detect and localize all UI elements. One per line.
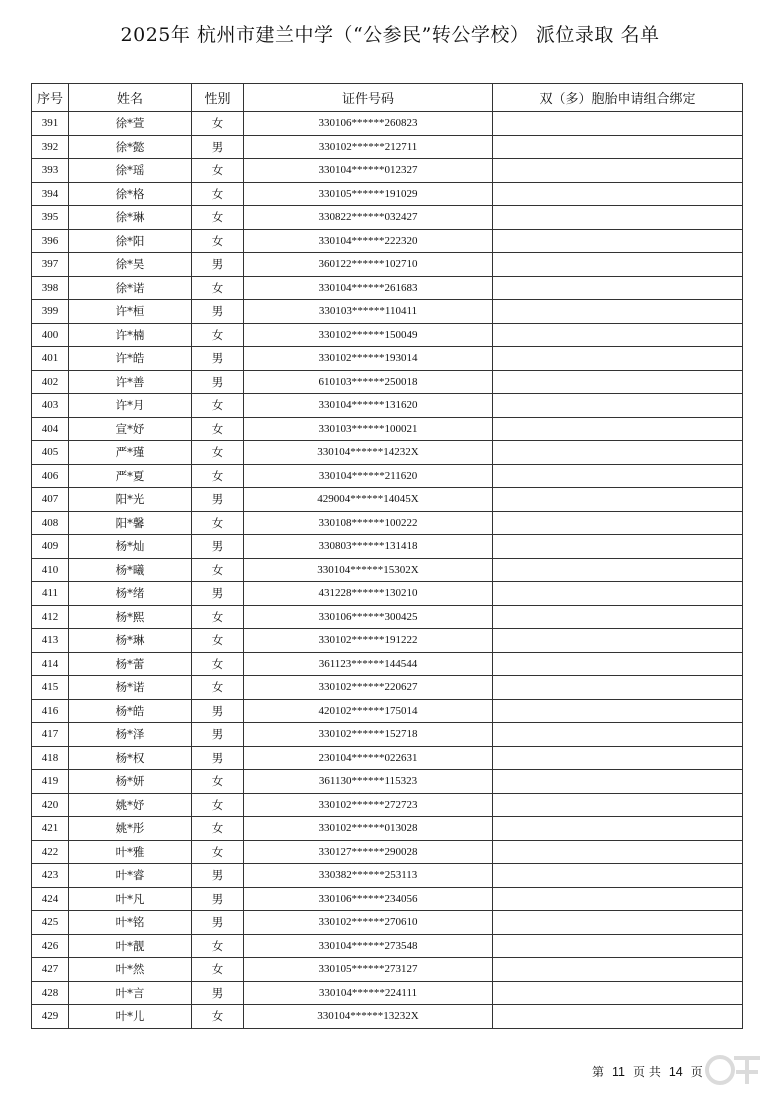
cell-name: 徐*阳: [69, 229, 192, 253]
cell-twins-binding: [493, 135, 743, 159]
cell-twins-binding: [493, 1005, 743, 1029]
cell-serial: 413: [32, 629, 69, 653]
cell-serial: 427: [32, 958, 69, 982]
table-row: [32, 770, 743, 794]
cell-name: 徐*萱: [69, 112, 192, 136]
cell-gender: 女: [192, 934, 244, 958]
cell-id-number: 330106******300425: [244, 605, 493, 629]
cell-name: 杨*诺: [69, 676, 192, 700]
cell-name: 徐*诺: [69, 276, 192, 300]
cell-gender: 男: [192, 911, 244, 935]
cell-name: 叶*铭: [69, 911, 192, 935]
cell-id-number: 330104******273548: [244, 934, 493, 958]
cell-id-number: 330127******290028: [244, 840, 493, 864]
cell-id-number: 330104******224111: [244, 981, 493, 1005]
table-header-row: [32, 84, 743, 112]
table-row: [32, 323, 743, 347]
cell-id-number: 330104******012327: [244, 159, 493, 183]
cell-name: 叶*雅: [69, 840, 192, 864]
cell-name: 徐*格: [69, 182, 192, 206]
cell-serial: 419: [32, 770, 69, 794]
table-row: [32, 911, 743, 935]
footer-suffix: 页: [690, 1065, 703, 1079]
table-row: [32, 629, 743, 653]
cell-name: 严*夏: [69, 464, 192, 488]
cell-gender: 女: [192, 558, 244, 582]
cell-id-number: 330102******193014: [244, 347, 493, 371]
header-serial: 序号: [32, 84, 69, 112]
cell-gender: 男: [192, 699, 244, 723]
cell-gender: 男: [192, 347, 244, 371]
cell-twins-binding: [493, 887, 743, 911]
table-row: [32, 535, 743, 559]
cell-id-number: 360122******102710: [244, 253, 493, 277]
table-row: [32, 605, 743, 629]
cell-serial: 425: [32, 911, 69, 935]
cell-id-number: 330103******100021: [244, 417, 493, 441]
cell-id-number: 610103******250018: [244, 370, 493, 394]
table-row: [32, 934, 743, 958]
cell-name: 叶*凡: [69, 887, 192, 911]
cell-id-number: 330102******212711: [244, 135, 493, 159]
table-row: [32, 229, 743, 253]
cell-serial: 396: [32, 229, 69, 253]
table-row: [32, 159, 743, 183]
cell-name: 杨*皓: [69, 699, 192, 723]
cell-serial: 429: [32, 1005, 69, 1029]
cell-name: 姚*彤: [69, 817, 192, 841]
cell-name: 许*桓: [69, 300, 192, 324]
cell-gender: 女: [192, 629, 244, 653]
cell-serial: 420: [32, 793, 69, 817]
cell-gender: 男: [192, 981, 244, 1005]
cell-id-number: 330102******013028: [244, 817, 493, 841]
cell-serial: 400: [32, 323, 69, 347]
cell-serial: 410: [32, 558, 69, 582]
cell-twins-binding: [493, 958, 743, 982]
table-row: [32, 981, 743, 1005]
cell-twins-binding: [493, 206, 743, 230]
table-row: [32, 582, 743, 606]
cell-gender: 女: [192, 206, 244, 230]
cell-gender: 女: [192, 840, 244, 864]
cell-twins-binding: [493, 323, 743, 347]
cell-id-number: 330102******191222: [244, 629, 493, 653]
cell-name: 杨*灿: [69, 535, 192, 559]
cell-serial: 406: [32, 464, 69, 488]
cell-name: 杨*曦: [69, 558, 192, 582]
cell-serial: 401: [32, 347, 69, 371]
page-title: 2025年 杭州市建兰中学（“公参民”转公学校） 派位录取 名单: [120, 24, 660, 46]
cell-id-number: 330102******152718: [244, 723, 493, 747]
page-footer: [592, 1063, 703, 1080]
cell-twins-binding: [493, 417, 743, 441]
cell-twins-binding: [493, 558, 743, 582]
cell-serial: 415: [32, 676, 69, 700]
cell-name: 徐*昊: [69, 253, 192, 277]
cell-id-number: 330105******273127: [244, 958, 493, 982]
cell-name: 叶*睿: [69, 864, 192, 888]
cell-name: 杨*琳: [69, 629, 192, 653]
cell-serial: 399: [32, 300, 69, 324]
cell-twins-binding: [493, 511, 743, 535]
cell-serial: 405: [32, 441, 69, 465]
cell-id-number: 330104******222320: [244, 229, 493, 253]
cell-twins-binding: [493, 981, 743, 1005]
cell-serial: 392: [32, 135, 69, 159]
cell-name: 许*皓: [69, 347, 192, 371]
cell-name: 杨*泽: [69, 723, 192, 747]
cell-name: 徐*琳: [69, 206, 192, 230]
cell-gender: 女: [192, 229, 244, 253]
cell-gender: 女: [192, 676, 244, 700]
table-row: [32, 417, 743, 441]
cell-serial: 394: [32, 182, 69, 206]
cell-gender: 男: [192, 887, 244, 911]
cell-gender: 女: [192, 182, 244, 206]
cell-gender: 女: [192, 159, 244, 183]
cell-gender: 女: [192, 394, 244, 418]
cell-serial: 414: [32, 652, 69, 676]
cell-serial: 418: [32, 746, 69, 770]
cell-id-number: 330102******220627: [244, 676, 493, 700]
cell-serial: 408: [32, 511, 69, 535]
cell-id-number: 361130******115323: [244, 770, 493, 794]
table-body: [32, 112, 743, 1029]
table-row: [32, 864, 743, 888]
cell-serial: 397: [32, 253, 69, 277]
cell-id-number: 330102******270610: [244, 911, 493, 935]
table-row: [32, 558, 743, 582]
cell-gender: 女: [192, 958, 244, 982]
cell-twins-binding: [493, 582, 743, 606]
table-row: [32, 887, 743, 911]
cell-serial: 393: [32, 159, 69, 183]
cell-twins-binding: [493, 770, 743, 794]
table-row: [32, 112, 743, 136]
cell-gender: 女: [192, 605, 244, 629]
cell-id-number: 330105******191029: [244, 182, 493, 206]
current-page-number: 11: [612, 1065, 625, 1079]
total-pages-number: 14: [668, 1065, 683, 1079]
cell-name: 叶*言: [69, 981, 192, 1005]
cell-gender: 女: [192, 112, 244, 136]
cell-twins-binding: [493, 464, 743, 488]
cell-twins-binding: [493, 864, 743, 888]
table-row: [32, 652, 743, 676]
cell-serial: 422: [32, 840, 69, 864]
cell-gender: 男: [192, 746, 244, 770]
table-row: [32, 793, 743, 817]
cell-twins-binding: [493, 629, 743, 653]
cell-twins-binding: [493, 112, 743, 136]
cell-twins-binding: [493, 793, 743, 817]
cell-id-number: 330104******14232X: [244, 441, 493, 465]
cell-id-number: 330103******110411: [244, 300, 493, 324]
cell-name: 许*善: [69, 370, 192, 394]
cell-twins-binding: [493, 253, 743, 277]
cell-twins-binding: [493, 817, 743, 841]
cell-gender: 女: [192, 441, 244, 465]
table-row: [32, 370, 743, 394]
cell-name: 杨*熙: [69, 605, 192, 629]
cell-gender: 女: [192, 652, 244, 676]
cell-serial: 426: [32, 934, 69, 958]
cell-gender: 男: [192, 723, 244, 747]
cell-twins-binding: [493, 911, 743, 935]
cell-twins-binding: [493, 699, 743, 723]
cell-id-number: 330102******150049: [244, 323, 493, 347]
cell-gender: 男: [192, 582, 244, 606]
cell-name: 杨*权: [69, 746, 192, 770]
cell-name: 阳*光: [69, 488, 192, 512]
table-row: [32, 511, 743, 535]
cell-id-number: 330382******253113: [244, 864, 493, 888]
cell-id-number: 230104******022631: [244, 746, 493, 770]
table-row: [32, 300, 743, 324]
cell-name: 杨*绪: [69, 582, 192, 606]
header-gender: 性别: [192, 84, 244, 112]
cell-gender: 女: [192, 817, 244, 841]
cell-twins-binding: [493, 182, 743, 206]
cell-twins-binding: [493, 300, 743, 324]
cell-twins-binding: [493, 276, 743, 300]
cell-id-number: 330104******15302X: [244, 558, 493, 582]
header-name: 姓名: [69, 84, 192, 112]
cell-serial: 412: [32, 605, 69, 629]
cell-id-number: 420102******175014: [244, 699, 493, 723]
cell-serial: 417: [32, 723, 69, 747]
cell-twins-binding: [493, 723, 743, 747]
cell-id-number: 361123******144544: [244, 652, 493, 676]
table-row: [32, 206, 743, 230]
cell-twins-binding: [493, 441, 743, 465]
cell-twins-binding: [493, 394, 743, 418]
cell-gender: 男: [192, 135, 244, 159]
cell-gender: 女: [192, 511, 244, 535]
cell-twins-binding: [493, 370, 743, 394]
admission-table: [31, 83, 743, 1029]
table-row: [32, 182, 743, 206]
cell-name: 姚*妤: [69, 793, 192, 817]
cell-serial: 404: [32, 417, 69, 441]
cell-serial: 428: [32, 981, 69, 1005]
cell-gender: 男: [192, 370, 244, 394]
footer-prefix: 第: [592, 1065, 605, 1079]
cell-serial: 407: [32, 488, 69, 512]
cell-twins-binding: [493, 840, 743, 864]
table-row: [32, 840, 743, 864]
cell-id-number: 431228******130210: [244, 582, 493, 606]
cell-twins-binding: [493, 605, 743, 629]
table-row: [32, 1005, 743, 1029]
cell-twins-binding: [493, 229, 743, 253]
cell-name: 许*楠: [69, 323, 192, 347]
cell-serial: 421: [32, 817, 69, 841]
cell-id-number: 330822******032427: [244, 206, 493, 230]
table-row: [32, 253, 743, 277]
cell-id-number: 330108******100222: [244, 511, 493, 535]
cell-gender: 男: [192, 300, 244, 324]
cell-id-number: 429004******14045X: [244, 488, 493, 512]
cell-name: 徐*懿: [69, 135, 192, 159]
cell-id-number: 330104******131620: [244, 394, 493, 418]
cell-id-number: 330104******13232X: [244, 1005, 493, 1029]
table-row: [32, 676, 743, 700]
cell-name: 杨*蕾: [69, 652, 192, 676]
cell-gender: 女: [192, 793, 244, 817]
cell-id-number: 330106******234056: [244, 887, 493, 911]
cell-serial: 395: [32, 206, 69, 230]
cell-twins-binding: [493, 159, 743, 183]
table-row: [32, 441, 743, 465]
cell-name: 叶*然: [69, 958, 192, 982]
cell-gender: 男: [192, 253, 244, 277]
cell-name: 杨*妍: [69, 770, 192, 794]
cell-serial: 423: [32, 864, 69, 888]
cell-twins-binding: [493, 488, 743, 512]
cell-name: 宣*妤: [69, 417, 192, 441]
table-row: [32, 464, 743, 488]
cell-serial: 409: [32, 535, 69, 559]
cell-name: 严*瑾: [69, 441, 192, 465]
cell-gender: 女: [192, 323, 244, 347]
cell-twins-binding: [493, 535, 743, 559]
table-row: [32, 488, 743, 512]
cell-serial: 416: [32, 699, 69, 723]
cell-twins-binding: [493, 934, 743, 958]
cell-name: 叶*儿: [69, 1005, 192, 1029]
table-row: [32, 699, 743, 723]
cell-name: 阳*馨: [69, 511, 192, 535]
table-row: [32, 817, 743, 841]
table-row: [32, 276, 743, 300]
header-id-number: 证件号码: [244, 84, 493, 112]
table-row: [32, 347, 743, 371]
cell-serial: 398: [32, 276, 69, 300]
footer-middle: 页 共: [633, 1065, 661, 1079]
cell-name: 许*月: [69, 394, 192, 418]
cell-serial: 391: [32, 112, 69, 136]
cell-serial: 402: [32, 370, 69, 394]
cell-gender: 女: [192, 1005, 244, 1029]
site-logo-icon: [704, 1050, 764, 1090]
cell-id-number: 330104******261683: [244, 276, 493, 300]
table-row: [32, 394, 743, 418]
cell-name: 徐*瑶: [69, 159, 192, 183]
cell-gender: 男: [192, 864, 244, 888]
cell-twins-binding: [493, 652, 743, 676]
cell-id-number: 330803******131418: [244, 535, 493, 559]
table-row: [32, 135, 743, 159]
cell-gender: 男: [192, 488, 244, 512]
cell-name: 叶*靓: [69, 934, 192, 958]
cell-gender: 女: [192, 417, 244, 441]
header-twins-binding: 双（多）胞胎申请组合绑定: [493, 84, 743, 112]
cell-serial: 424: [32, 887, 69, 911]
cell-id-number: 330106******260823: [244, 112, 493, 136]
table-row: [32, 746, 743, 770]
cell-twins-binding: [493, 746, 743, 770]
cell-id-number: 330104******211620: [244, 464, 493, 488]
cell-id-number: 330102******272723: [244, 793, 493, 817]
table-row: [32, 723, 743, 747]
cell-serial: 403: [32, 394, 69, 418]
cell-gender: 男: [192, 535, 244, 559]
cell-twins-binding: [493, 347, 743, 371]
cell-serial: 411: [32, 582, 69, 606]
cell-gender: 女: [192, 770, 244, 794]
cell-gender: 女: [192, 276, 244, 300]
cell-twins-binding: [493, 676, 743, 700]
table-row: [32, 958, 743, 982]
cell-gender: 女: [192, 464, 244, 488]
